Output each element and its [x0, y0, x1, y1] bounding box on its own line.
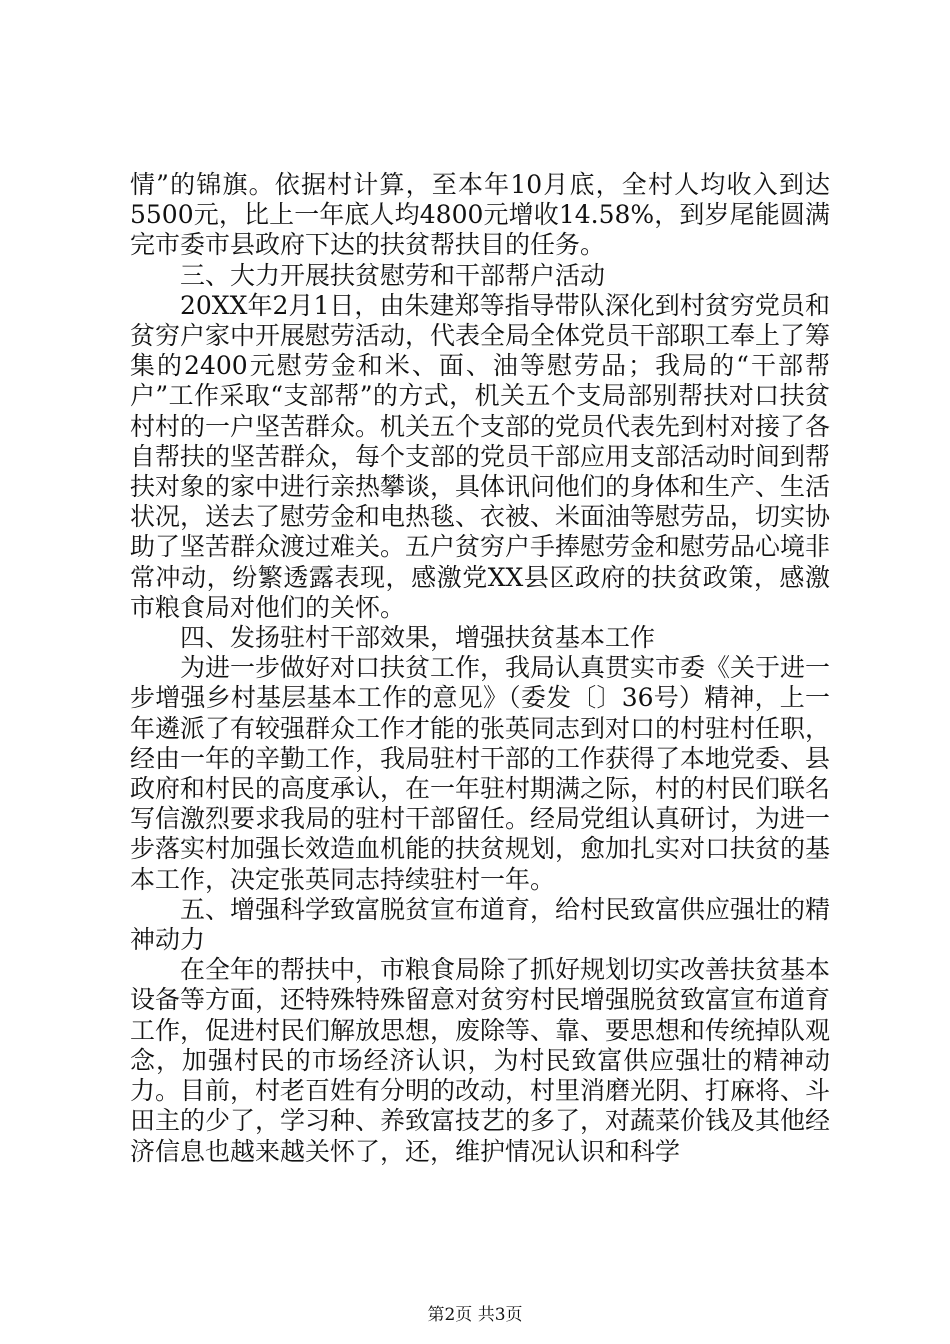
- section-heading-5: 五、增强科学致富脱贫宣布道育，给村民致富供应强壮的精神动力: [130, 894, 831, 955]
- paragraph-section-3: 20XX年2月1日，由朱建郑等指导带队深化到村贫穷党员和贫穷户家中开展慰劳活动，代表全局全体党员干部职工奉上了筹集的2400元慰劳金和米、面、油等慰劳品；我局的“干部帮户”工作采取“支部帮”的方式，机关五个支局部别帮扶对口扶贫村村的一户坚苦群众。机关五个支部的党员代表先到村对接了各自帮扶的坚苦群众，每个支部的党员干部应用支部活动时间到帮扶对象的家中进行亲热攀谈，具体讯问他们的身体和生产、生活状况，送去了慰劳金和电热毯、衣被、米面油等慰劳品，切实协助了坚苦群众渡过难关。五户贫穷户手捧慰劳金和慰劳品心境非常冲动，纷繁透露表现，感激党XX县区政府的扶贫政策，感激市粮食局对他们的关怀。: [130, 290, 831, 622]
- page-footer: 第2页 共3页: [427, 1305, 523, 1325]
- document-body: [130, 170, 830, 1167]
- section-heading-3: 三、大力开展扶贫慰劳和干部帮户活动: [180, 260, 606, 290]
- paragraph-continuation: 情”的锦旗。依据村计算，至本年10月底，全村人均收入到达5500元，比上一年底人均4800元增收14.58%，到岁尾能圆满完市委市县政府下达的扶贫帮扶目的任务。: [130, 170, 830, 260]
- paragraph-section-5: 在全年的帮扶中，市粮食局除了抓好规划切实改善扶贫基本设备等方面，还特殊特殊留意对贫穷村民增强脱贫致富宣布道育工作，促进村民们解放思想，废除等、靠、要思想和传统掉队观念，加强村民的市场经济认识，为村民致富供应强壮的精神动力。目前，村老百姓有分明的改动，村里消磨光阴、打麻将、斗田主的少了，学习种、养致富技艺的多了，对蔬菜价钱及其他经济信息也越来越关怀了，还，维护情况认识和科学: [130, 955, 831, 1166]
- section-heading-4: 四、发扬驻村干部效果，增强扶贫基本工作: [180, 623, 656, 653]
- paragraph-section-4: 为进一步做好对口扶贫工作，我局认真贯实市委《关于进一步增强乡村基层基本工作的意见》（委发〔〕36号）精神，上一年遴派了有较强群众工作才能的张英同志到对口的村驻村任职，经由一年的辛勤工作，我局驻村干部的工作获得了本地党委、县政府和村民的高度承认，在一年驻村期满之际，村的村民们联名写信激烈要求我局的驻村干部留任。经局党组认真研讨，为进一步落实村加强长效造血机能的扶贫规划，愈加扎实对口扶贫的基本工作，决定张英同志持续驻村一年。: [130, 653, 831, 894]
